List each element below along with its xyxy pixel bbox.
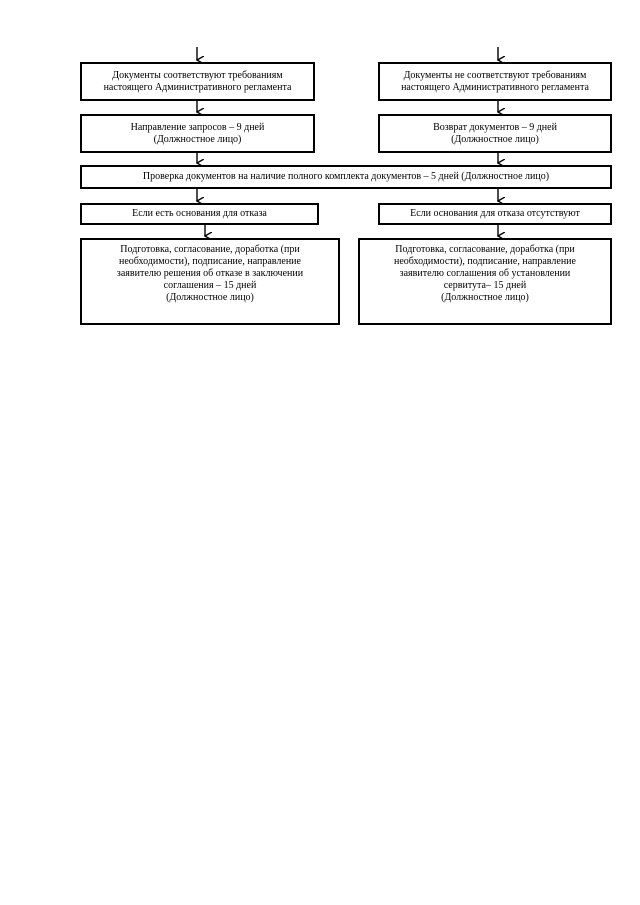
- box-no-refusal-grounds-label: Если основания для отказа отсутствуют: [410, 208, 580, 219]
- box-send-requests: [80, 114, 315, 153]
- box-docs-ok-label: Документы соответствуют требованиям настоящего Административного регламента: [103, 69, 292, 93]
- box-has-refusal-grounds: [80, 203, 319, 225]
- box-docs-not-ok: [378, 62, 612, 101]
- box-refusal-decision-label: Подготовка, согласование, доработка (при необходимости), подписание, направление заявителю решения об отказе в заключении соглашения – 15 дней (Должностное лицо): [116, 244, 304, 303]
- box-docs-not-ok-label: Документы не соответствуют требованиям настоящего Административного регламента: [401, 69, 589, 93]
- box-docs-ok: [80, 62, 315, 101]
- box-check-completeness: [80, 165, 612, 189]
- box-check-completeness-label: Проверка документов на наличие полного комплекта документов – 5 дней (Должностное лицо): [142, 171, 550, 182]
- box-send-requests-label: Направление запросов – 9 дней (Должностное лицо): [130, 121, 265, 145]
- box-servitude-agreement: [358, 238, 612, 325]
- box-return-docs-label: Возврат документов – 9 дней (Должностное лицо): [433, 121, 557, 145]
- box-servitude-agreement-label: Подготовка, согласование, доработка (при необходимости), подписание, направление заявителю соглашения об установлении сервитута– 15 дней (Должностное лицо): [394, 244, 576, 303]
- box-return-docs: [378, 114, 612, 153]
- box-has-refusal-grounds-label: Если есть основания для отказа: [132, 208, 267, 219]
- box-refusal-decision: [80, 238, 340, 325]
- box-no-refusal-grounds: [378, 203, 612, 225]
